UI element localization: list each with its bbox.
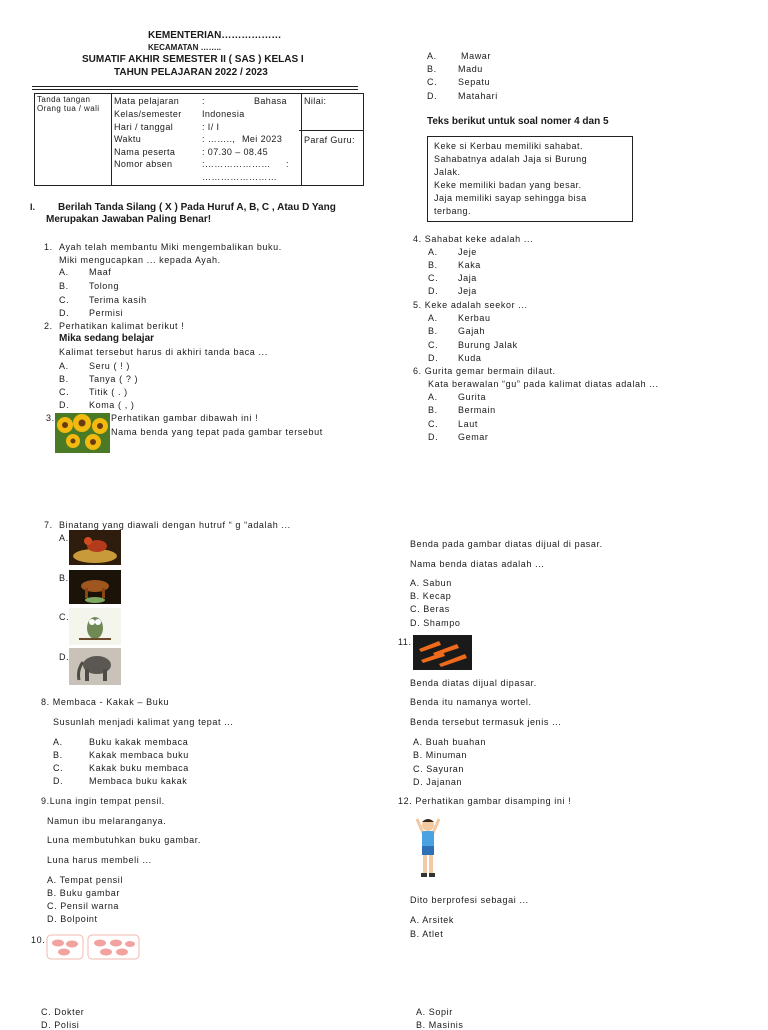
q1-number: 1.: [44, 242, 53, 252]
owl-image[interactable]: [69, 608, 121, 645]
q2-sentence: Mika sedang belajar: [59, 333, 155, 344]
q8-option-c-letter[interactable]: C.: [53, 763, 64, 773]
q3-option-d[interactable]: Matahari: [458, 91, 498, 101]
q8-option-b[interactable]: Kakak membaca buku: [89, 750, 189, 760]
info-teacher-sign-label: Paraf Guru:: [304, 134, 355, 145]
q6-option-c[interactable]: Laut: [458, 419, 478, 429]
q7-text: Binatang yang diawali dengan hutruf “ g “adalah ...: [59, 520, 291, 530]
q3-option-b-letter[interactable]: B.: [427, 64, 437, 74]
q11-line1: Benda diatas dijual dipasar.: [410, 678, 537, 688]
q4-option-a[interactable]: Jeje: [458, 247, 477, 257]
q2-option-d[interactable]: Koma ( , ): [89, 400, 135, 410]
q10-text-line2: Nama benda diatas adalah ...: [410, 559, 545, 569]
info-value-class: : I/ I: [202, 122, 220, 132]
q4-option-d-letter[interactable]: D.: [428, 286, 439, 296]
q1-option-c-letter[interactable]: C.: [59, 295, 70, 305]
info-value-colon: :: [286, 159, 289, 169]
q12-text: 12. Perhatikan gambar disamping ini !: [398, 796, 572, 806]
reading-text-box: [427, 136, 633, 222]
sunflower-image: [55, 413, 110, 453]
q9-line1: 9.Luna ingin tempat pensil.: [41, 796, 165, 806]
q4-option-c-letter[interactable]: C.: [428, 273, 439, 283]
q2-option-d-letter[interactable]: D.: [59, 400, 70, 410]
bird-image[interactable]: [69, 530, 121, 565]
q1-text-line2: Miki mengucapkan ... kepada Ayah.: [59, 255, 221, 265]
q7-option-b-letter[interactable]: B.: [59, 573, 69, 583]
horse-image[interactable]: [69, 570, 121, 604]
q8-option-d-letter[interactable]: D.: [53, 776, 64, 786]
soap-image: [46, 934, 140, 960]
q12-option-b[interactable]: B. Atlet: [410, 929, 444, 939]
q8-prompt: Susunlah menjadi kalimat yang tepat ...: [53, 717, 234, 727]
q7-option-a-letter[interactable]: A.: [59, 533, 69, 543]
q3-text-line2: Nama benda yang tepat pada gambar tersebut: [111, 427, 323, 437]
q2-option-c-letter[interactable]: C.: [59, 387, 70, 397]
q5-option-d[interactable]: Kuda: [458, 353, 482, 363]
q9-line4: Luna harus membeli ...: [47, 855, 152, 865]
q12-option-c[interactable]: C. Dokter: [41, 1007, 85, 1017]
reading-line-5: Jaja memiliki sayap sehingga bisa: [434, 193, 587, 203]
q2-option-c[interactable]: Titik ( . ): [89, 387, 128, 397]
info-score-label: Nilai:: [304, 96, 327, 106]
q11-number: 11.: [398, 637, 412, 647]
next-option-b[interactable]: B. Masinis: [416, 1020, 464, 1030]
q11-option-b[interactable]: B. Minuman: [413, 750, 468, 760]
q1-option-a[interactable]: Maaf: [89, 267, 112, 277]
q3-option-d-letter[interactable]: D.: [427, 91, 438, 101]
q5-option-c[interactable]: Burung Jalak: [458, 340, 518, 350]
q9-option-d[interactable]: D. Bolpoint: [47, 914, 98, 924]
info-label-name: Nama peserta: [114, 147, 176, 157]
reading-line-6: terbang.: [434, 206, 472, 216]
q5-option-a-letter[interactable]: A.: [428, 313, 438, 323]
q10-option-b[interactable]: B. Kecap: [410, 591, 452, 601]
info-value-time: : 07.30 – 08.45: [202, 147, 269, 157]
q6-option-b-letter[interactable]: B.: [428, 405, 438, 415]
reading-line-3: Jalak.: [434, 167, 461, 177]
q3-option-b[interactable]: Madu: [458, 64, 483, 74]
q10-number: 10.: [31, 935, 46, 945]
q9-option-b[interactable]: B. Buku gambar: [47, 888, 120, 898]
q6-option-a-letter[interactable]: A.: [428, 392, 438, 402]
q1-option-b[interactable]: Tolong: [89, 281, 120, 291]
q10-option-c[interactable]: C. Beras: [410, 604, 450, 614]
q6-text: 6. Gurita gemar bermain dilaut.: [413, 366, 556, 376]
q4-option-b[interactable]: Kaka: [458, 260, 481, 270]
reading-line-4: Keke memiliki badan yang besar.: [434, 180, 582, 190]
q8-option-d[interactable]: Membaca buku kakak: [89, 776, 188, 786]
q3-option-a[interactable]: Mawar: [461, 51, 492, 61]
q6-text-line2: Kata berawalan “gu” pada kalimat diatas adalah ...: [428, 379, 659, 389]
info-parent-label: Orang tua / wali: [37, 104, 100, 113]
q7-number: 7.: [44, 520, 53, 530]
next-option-a[interactable]: A. Sopir: [416, 1007, 453, 1017]
q4-option-b-letter[interactable]: B.: [428, 260, 438, 270]
q8-option-b-letter[interactable]: B.: [53, 750, 63, 760]
header-exam-title: SUMATIF AKHIR SEMESTER II ( SAS ) KELAS I: [82, 54, 304, 65]
q10-option-a[interactable]: A. Sabun: [410, 578, 452, 588]
info-value-indonesia: Indonesia: [202, 109, 245, 119]
header-divider-top: [32, 86, 358, 87]
q10-option-d[interactable]: D. Shampo: [410, 618, 461, 628]
reading-heading: Teks berikut untuk soal nomer 4 dan 5: [427, 116, 609, 127]
header-ministry: KEMENTERIAN………………: [148, 30, 282, 41]
q9-option-c[interactable]: C. Pensil warna: [47, 901, 120, 911]
info-label-time: Waktu: [114, 134, 142, 144]
q3-number: 3.: [46, 413, 55, 423]
reading-line-2: Sahabatnya adalah Jaja si Burung: [434, 154, 588, 164]
info-label-absen: Nomor absen: [114, 159, 173, 169]
q3-text-line1: Perhatikan gambar dibawah ini !: [111, 413, 259, 423]
elephant-image[interactable]: [69, 648, 121, 685]
info-value-month: Mei 2023: [242, 134, 283, 144]
q2-text-line2: Kalimat tersebut harus di akhiri tanda baca ...: [59, 347, 268, 357]
info-value-bahasa: Bahasa: [254, 96, 287, 106]
q9-option-a[interactable]: A. Tempat pensil: [47, 875, 123, 885]
instruction-line1: Berilah Tanda Silang ( X ) Pada Huruf A, B, C , Atau D Yang: [58, 202, 336, 213]
q1-option-b-letter[interactable]: B.: [59, 281, 69, 291]
q6-option-c-letter[interactable]: C.: [428, 419, 439, 429]
q5-option-d-letter[interactable]: D.: [428, 353, 439, 363]
q1-option-a-letter[interactable]: A.: [59, 267, 69, 277]
carrot-image: [413, 635, 472, 670]
q12-option-a[interactable]: A. Arsitek: [410, 915, 455, 925]
student-info-table: [34, 93, 364, 186]
reading-line-1: Keke si Kerbau memiliki sahabat.: [434, 141, 584, 151]
q1-option-d[interactable]: Permisi: [89, 308, 124, 318]
q5-option-b-letter[interactable]: B.: [428, 326, 438, 336]
q2-option-a-letter[interactable]: A.: [59, 361, 69, 371]
info-value-absen: ……………………: [202, 172, 278, 182]
q12-option-d[interactable]: D. Polisi: [41, 1020, 80, 1030]
instruction-line2: Merupakan Jawaban Paling Benar!: [46, 214, 212, 225]
q4-text: 4. Sahabat keke adalah ...: [413, 234, 534, 244]
q6-option-b[interactable]: Bermain: [458, 405, 496, 415]
q11-line2: Benda itu namanya wortel.: [410, 697, 532, 707]
q5-text: 5. Keke adalah seekor ...: [413, 300, 528, 310]
q12-prompt: Dito berprofesi sebagai ...: [410, 895, 529, 905]
q1-option-d-letter[interactable]: D.: [59, 308, 70, 318]
info-label-subject: Mata pelajaran: [114, 96, 180, 106]
info-signature-label: Tanda tangan: [37, 95, 91, 104]
q5-option-b[interactable]: Gajah: [458, 326, 486, 336]
q9-line2: Namun ibu melaranganya.: [47, 816, 167, 826]
header-divider-bottom: [32, 89, 358, 90]
q2-option-a[interactable]: Seru ( ! ): [89, 361, 131, 371]
q10-text-line1: Benda pada gambar diatas dijual di pasar.: [410, 539, 603, 549]
q2-number: 2.: [44, 321, 53, 331]
q5-option-a[interactable]: Kerbau: [458, 313, 491, 323]
info-value-subject-colon: :: [202, 96, 205, 106]
q4-option-a-letter[interactable]: A.: [428, 247, 438, 257]
instruction-roman: I.: [30, 202, 36, 212]
q8-text: 8. Membaca - Kakak – Buku: [41, 697, 170, 707]
q2-option-b[interactable]: Tanya ( ? ): [89, 374, 139, 384]
q4-option-d[interactable]: Jeja: [458, 286, 477, 296]
info-value-day: : ……..,: [202, 134, 236, 144]
q6-option-d-letter[interactable]: D.: [428, 432, 439, 442]
q4-option-c[interactable]: Jaja: [458, 273, 477, 283]
q7-option-c-letter[interactable]: C.: [59, 612, 70, 622]
q8-option-a-letter[interactable]: A.: [53, 737, 63, 747]
q7-option-d-letter[interactable]: D.: [59, 652, 70, 662]
q6-option-d[interactable]: Gemar: [458, 432, 489, 442]
q8-option-c[interactable]: Kakak buku membaca: [89, 763, 189, 773]
header-academic-year: TAHUN PELAJARAN 2022 / 2023: [114, 67, 268, 78]
q1-option-c[interactable]: Terima kasih: [89, 295, 147, 305]
q5-option-c-letter[interactable]: C.: [428, 340, 439, 350]
q11-option-d[interactable]: D. Jajanan: [413, 777, 463, 787]
q1-text-line1: Ayah telah membantu Miki mengembalikan buku.: [59, 242, 282, 252]
info-label-day: Hari / tanggal: [114, 122, 174, 132]
q3-option-c-letter[interactable]: C.: [427, 77, 438, 87]
q11-option-c[interactable]: C. Sayuran: [413, 764, 465, 774]
q2-text-line1: Perhatikan kalimat berikut !: [59, 321, 185, 331]
q9-line3: Luna membutuhkan buku gambar.: [47, 835, 201, 845]
info-value-name: :…………………: [202, 159, 271, 169]
q11-line3: Benda tersebut termasuk jenis ...: [410, 717, 562, 727]
q3-option-c[interactable]: Sepatu: [458, 77, 491, 87]
info-score-divider: [299, 130, 364, 131]
header-district: KECAMATAN ……..: [148, 43, 222, 52]
q11-option-a[interactable]: A. Buah buahan: [413, 737, 486, 747]
q3-option-a-letter[interactable]: A.: [427, 51, 437, 61]
boy-athlete-image: [414, 815, 442, 879]
q2-option-b-letter[interactable]: B.: [59, 374, 69, 384]
info-label-class: Kelas/semester: [114, 109, 182, 119]
q6-option-a[interactable]: Gurita: [458, 392, 487, 402]
q8-option-a[interactable]: Buku kakak membaca: [89, 737, 189, 747]
